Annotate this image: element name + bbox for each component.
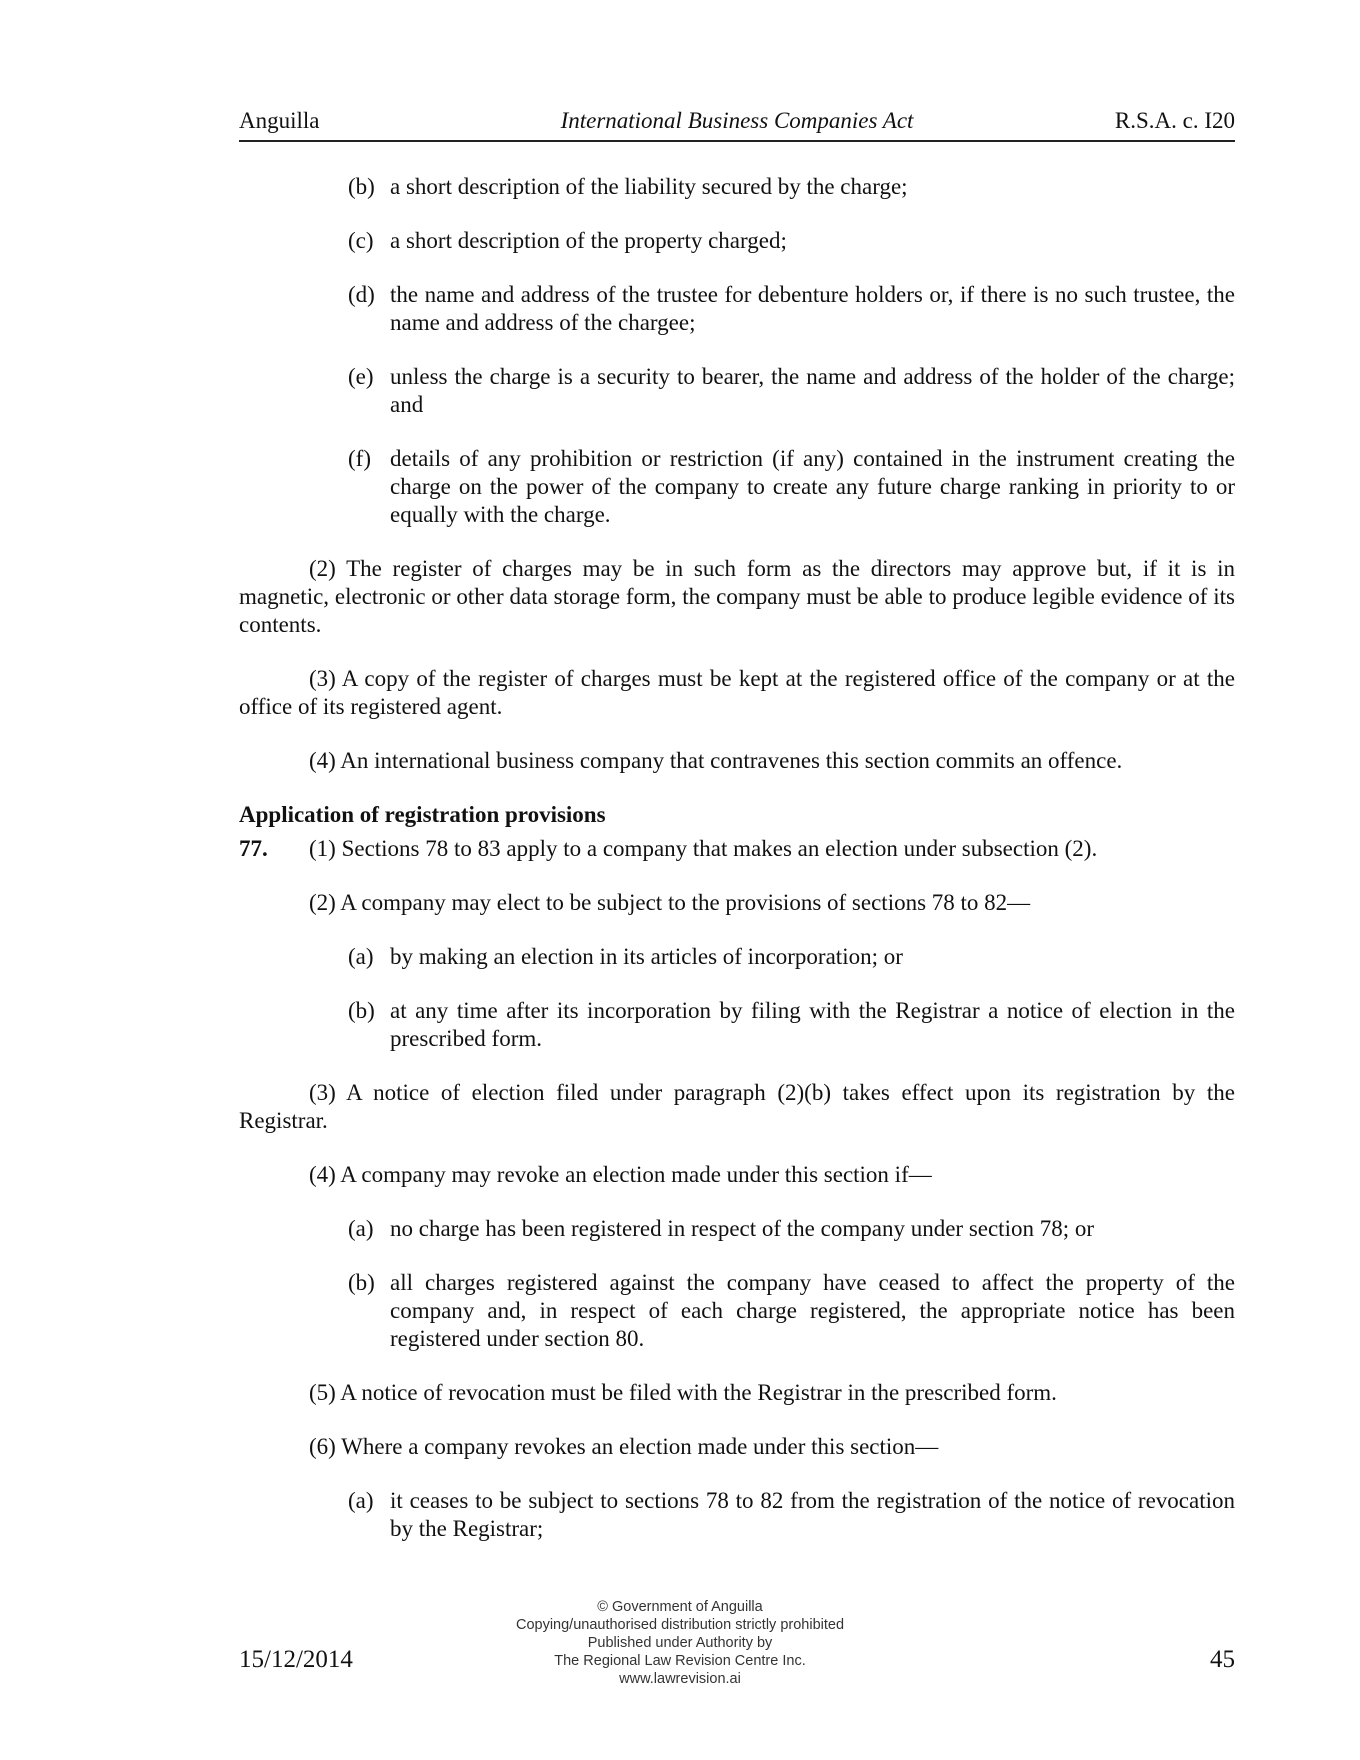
item-label: (e) xyxy=(348,364,374,389)
section-77-subsection-6: (6) Where a company revokes an election made under this section— xyxy=(309,1434,939,1459)
item-label: (b) xyxy=(348,1270,375,1295)
section-77-subsection-3: (3) A notice of election filed under paragraph (2)(b) takes effect upon its registration by the Registrar. xyxy=(239,1080,1235,1133)
item-label: (d) xyxy=(348,282,375,307)
list-item xyxy=(239,227,1235,255)
item-label: (a) xyxy=(348,1488,374,1513)
item-label: (f) xyxy=(348,446,371,471)
header-jurisdiction: Anguilla xyxy=(239,108,320,133)
list-item xyxy=(239,445,1235,529)
item-text: a short description of the liability secured by the charge; xyxy=(390,174,908,199)
footer-line: The Regional Law Revision Centre Inc. xyxy=(554,1653,806,1669)
item-label: (b) xyxy=(348,174,375,199)
item-text: it ceases to be subject to sections 78 to 82 from the registration of the notice of revocation by the Registrar; xyxy=(390,1488,1235,1541)
subsection-4: (4) An international business company that contravenes this section commits an offence. xyxy=(309,748,1123,773)
list-item xyxy=(239,363,1235,419)
document-body xyxy=(239,173,1235,1543)
header-citation: R.S.A. c. I20 xyxy=(1114,108,1235,133)
item-text: all charges registered against the company have ceased to affect the property of the company and, in respect of each charge registered, the appropriate notice has been registered under section 80. xyxy=(390,1270,1235,1351)
copyright-notice xyxy=(480,1598,880,1688)
section-number: 77. xyxy=(239,836,268,861)
list-item xyxy=(239,997,1235,1053)
section-77-subsection-1: (1) Sections 78 to 83 apply to a company that makes an election under subsection (2). xyxy=(309,836,1098,861)
item-label: (a) xyxy=(348,944,374,969)
item-label: (a) xyxy=(348,1216,374,1241)
footer-date: 15/12/2014 xyxy=(239,1646,353,1673)
item-text: a short description of the property charged; xyxy=(390,228,787,253)
section-77-subsection-2: (2) A company may elect to be subject to the provisions of sections 78 to 82— xyxy=(309,890,1031,915)
list-item xyxy=(239,1215,1235,1243)
list-item xyxy=(239,173,1235,201)
running-header xyxy=(239,108,1235,142)
section-77-subsection-4: (4) A company may revoke an election made under this section if— xyxy=(309,1162,932,1187)
footer-line: Copying/unauthorised distribution strictly prohibited xyxy=(515,1617,845,1633)
item-text: details of any prohibition or restriction (if any) contained in the instrument creating the charge on the power of the company to create any future charge ranking in priority to or equally with the charge. xyxy=(390,446,1235,527)
section-77-first-line xyxy=(239,835,1235,863)
section-77-subsection-5: (5) A notice of revocation must be filed with the Registrar in the prescribed form. xyxy=(309,1380,1057,1405)
subsection-3: (3) A copy of the register of charges must be kept at the registered office of the company or at the office of its registered agent. xyxy=(239,666,1235,719)
item-label: (b) xyxy=(348,998,375,1023)
subsection-2: (2) The register of charges may be in such form as the directors may approve but, if it is in magnetic, electronic or other data storage form, the company must be able to produce legible evidence of its contents. xyxy=(239,556,1235,637)
item-text: no charge has been registered in respect of the company under section 78; or xyxy=(390,1216,1095,1241)
item-text: at any time after its incorporation by filing with the Registrar a notice of election in the prescribed form. xyxy=(390,998,1235,1051)
list-item xyxy=(239,1487,1235,1543)
item-label: (c) xyxy=(348,228,374,253)
item-text: unless the charge is a security to bearer, the name and address of the holder of the charge; and xyxy=(390,364,1235,417)
item-text: by making an election in its articles of incorporation; or xyxy=(390,944,903,969)
footer-line: © Government of Anguilla xyxy=(597,1599,763,1615)
list-item xyxy=(239,281,1235,337)
list-item xyxy=(239,943,1235,971)
header-act-title: International Business Companies Act xyxy=(560,108,914,133)
list-item xyxy=(239,1269,1235,1353)
footer-line: Published under Authority by xyxy=(587,1635,773,1651)
section-heading: Application of registration provisions xyxy=(239,802,606,827)
item-text: the name and address of the trustee for debenture holders or, if there is no such trustee, the name and address of the chargee; xyxy=(390,282,1235,335)
footer-line: www.lawrevision.ai xyxy=(619,1671,741,1687)
page-number: 45 xyxy=(1210,1646,1235,1673)
